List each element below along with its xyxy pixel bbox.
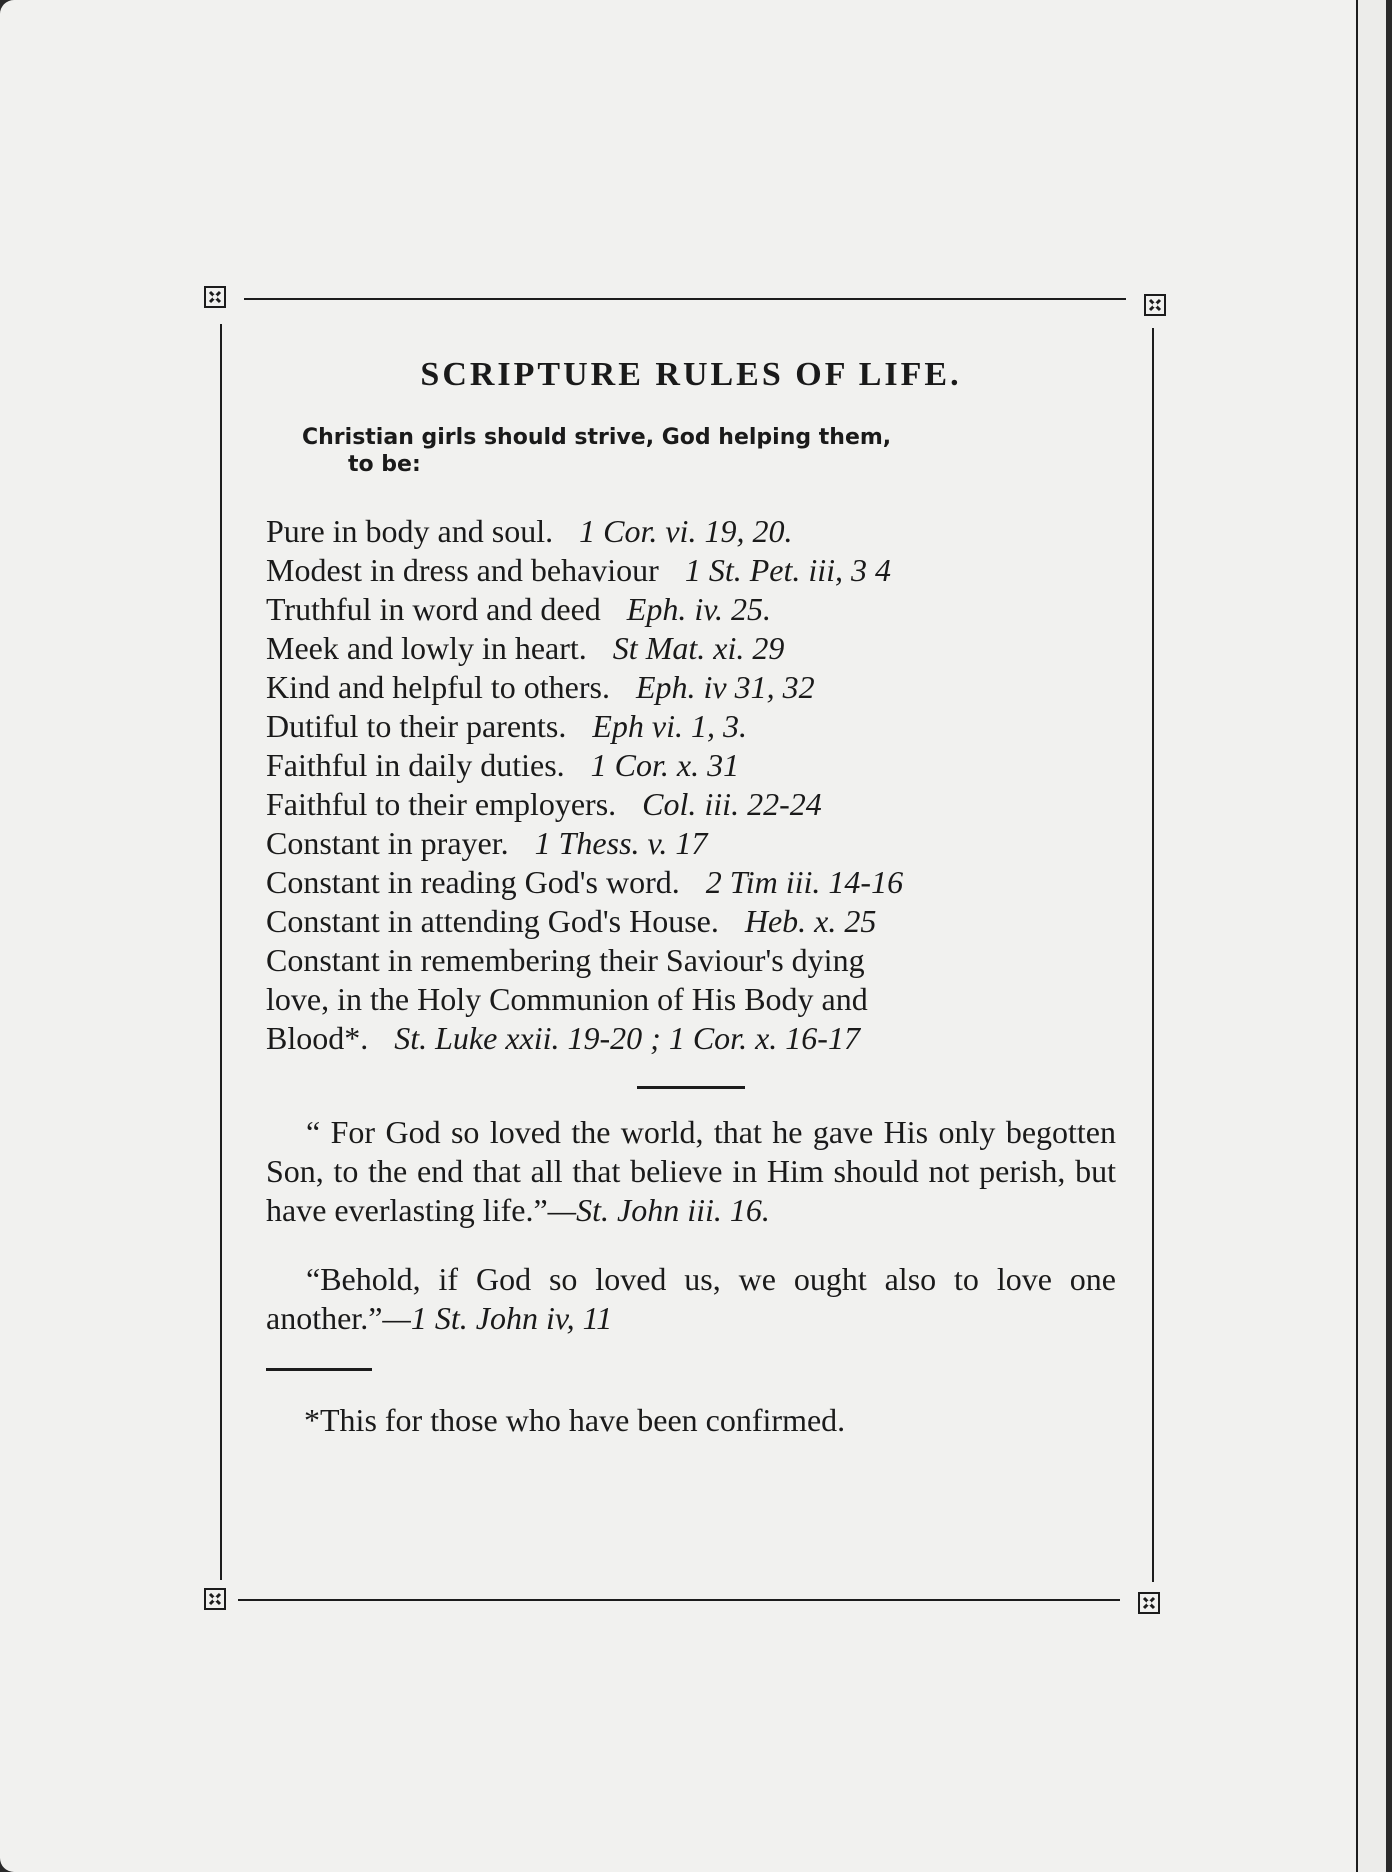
scripture-ref: 1 Thess. v. 17	[534, 825, 708, 861]
rule-item: Constant in remembering their Saviour's dying	[266, 942, 865, 978]
rule-item: Modest in dress and behaviour 1 St. Pet. iii, 3 4	[266, 552, 892, 588]
scripture-quote: “Behold, if God so loved us, we ought also to love one another.”—1 St. John iv, 11	[266, 1261, 1116, 1336]
page-content	[266, 356, 1116, 1440]
intro-text	[266, 424, 1116, 478]
rule-item: Truthful in word and deed Eph. iv. 25.	[266, 591, 772, 627]
quote-citation: —1 St. John iv, 11	[382, 1300, 613, 1336]
footnote: *This for those who have been confirmed.	[304, 1402, 846, 1438]
rule-item: Kind and helpful to others. Eph. iv 31, 32	[266, 669, 815, 705]
scripture-ref: Eph vi. 1, 3.	[592, 708, 748, 744]
rule-item: Faithful to their employers. Col. iii. 22-24	[266, 786, 822, 822]
corner-ornament-icon	[204, 1588, 226, 1610]
scripture-ref: Eph. iv. 25.	[626, 591, 772, 627]
corner-ornament-icon	[1144, 294, 1166, 316]
rule-item: Faithful in daily duties. 1 Cor. x. 31	[266, 747, 740, 783]
scripture-ref: Col. iii. 22-24	[642, 786, 822, 822]
section-divider	[637, 1086, 745, 1089]
corner-ornament-icon	[1138, 1592, 1160, 1614]
footnote-divider	[266, 1368, 372, 1371]
rule-item: Constant in reading God's word. 2 Tim iii. 14-16	[266, 864, 904, 900]
scripture-ref: 1 Cor. vi. 19, 20.	[579, 513, 793, 549]
scripture-ref: St. Luke xxii. 19-20 ; 1 Cor. x. 16-17	[394, 1020, 860, 1056]
corner-ornament-icon	[204, 286, 226, 308]
rules-list	[266, 512, 1116, 1058]
scripture-ref: St Mat. xi. 29	[612, 630, 785, 666]
intro-line: Christian girls should strive, God helping them,	[302, 425, 892, 450]
scripture-ref: 1 St. Pet. iii, 3 4	[684, 552, 892, 588]
bordered-panel	[206, 286, 1178, 1610]
rule-item: Dutiful to their parents. Eph vi. 1, 3.	[266, 708, 748, 744]
scripture-ref: Heb. x. 25	[744, 903, 877, 939]
scripture-quote: “ For God so loved the world, that he gave His only begotten Son, to the end that all that believe in Him should not perish, but have everlasting life.”—St. John iii. 16.	[266, 1114, 1116, 1228]
next-page-edge	[1356, 0, 1386, 1872]
top-border	[244, 298, 1126, 300]
rule-item: love, in the Holy Communion of His Body and	[266, 981, 868, 1017]
scripture-ref: Eph. iv 31, 32	[635, 669, 815, 705]
rule-item: Meek and lowly in heart. St Mat. xi. 29	[266, 630, 785, 666]
scripture-ref: 2 Tim iii. 14-16	[705, 864, 904, 900]
scripture-ref: 1 Cor. x. 31	[590, 747, 740, 783]
rule-item: Blood*. St. Luke xxii. 19-20 ; 1 Cor. x. 16-17	[266, 1020, 860, 1056]
rule-item: Pure in body and soul. 1 Cor. vi. 19, 20.	[266, 513, 793, 549]
left-border	[220, 324, 222, 1580]
page-title: SCRIPTURE RULES OF LIFE.	[420, 356, 962, 393]
bottom-border	[238, 1599, 1120, 1601]
intro-line: to be:	[348, 452, 421, 477]
rule-item: Constant in attending God's House. Heb. x. 25	[266, 903, 877, 939]
rule-item: Constant in prayer. 1 Thess. v. 17	[266, 825, 708, 861]
quote-citation: —St. John iii. 16.	[547, 1192, 770, 1228]
right-border	[1152, 328, 1154, 1582]
